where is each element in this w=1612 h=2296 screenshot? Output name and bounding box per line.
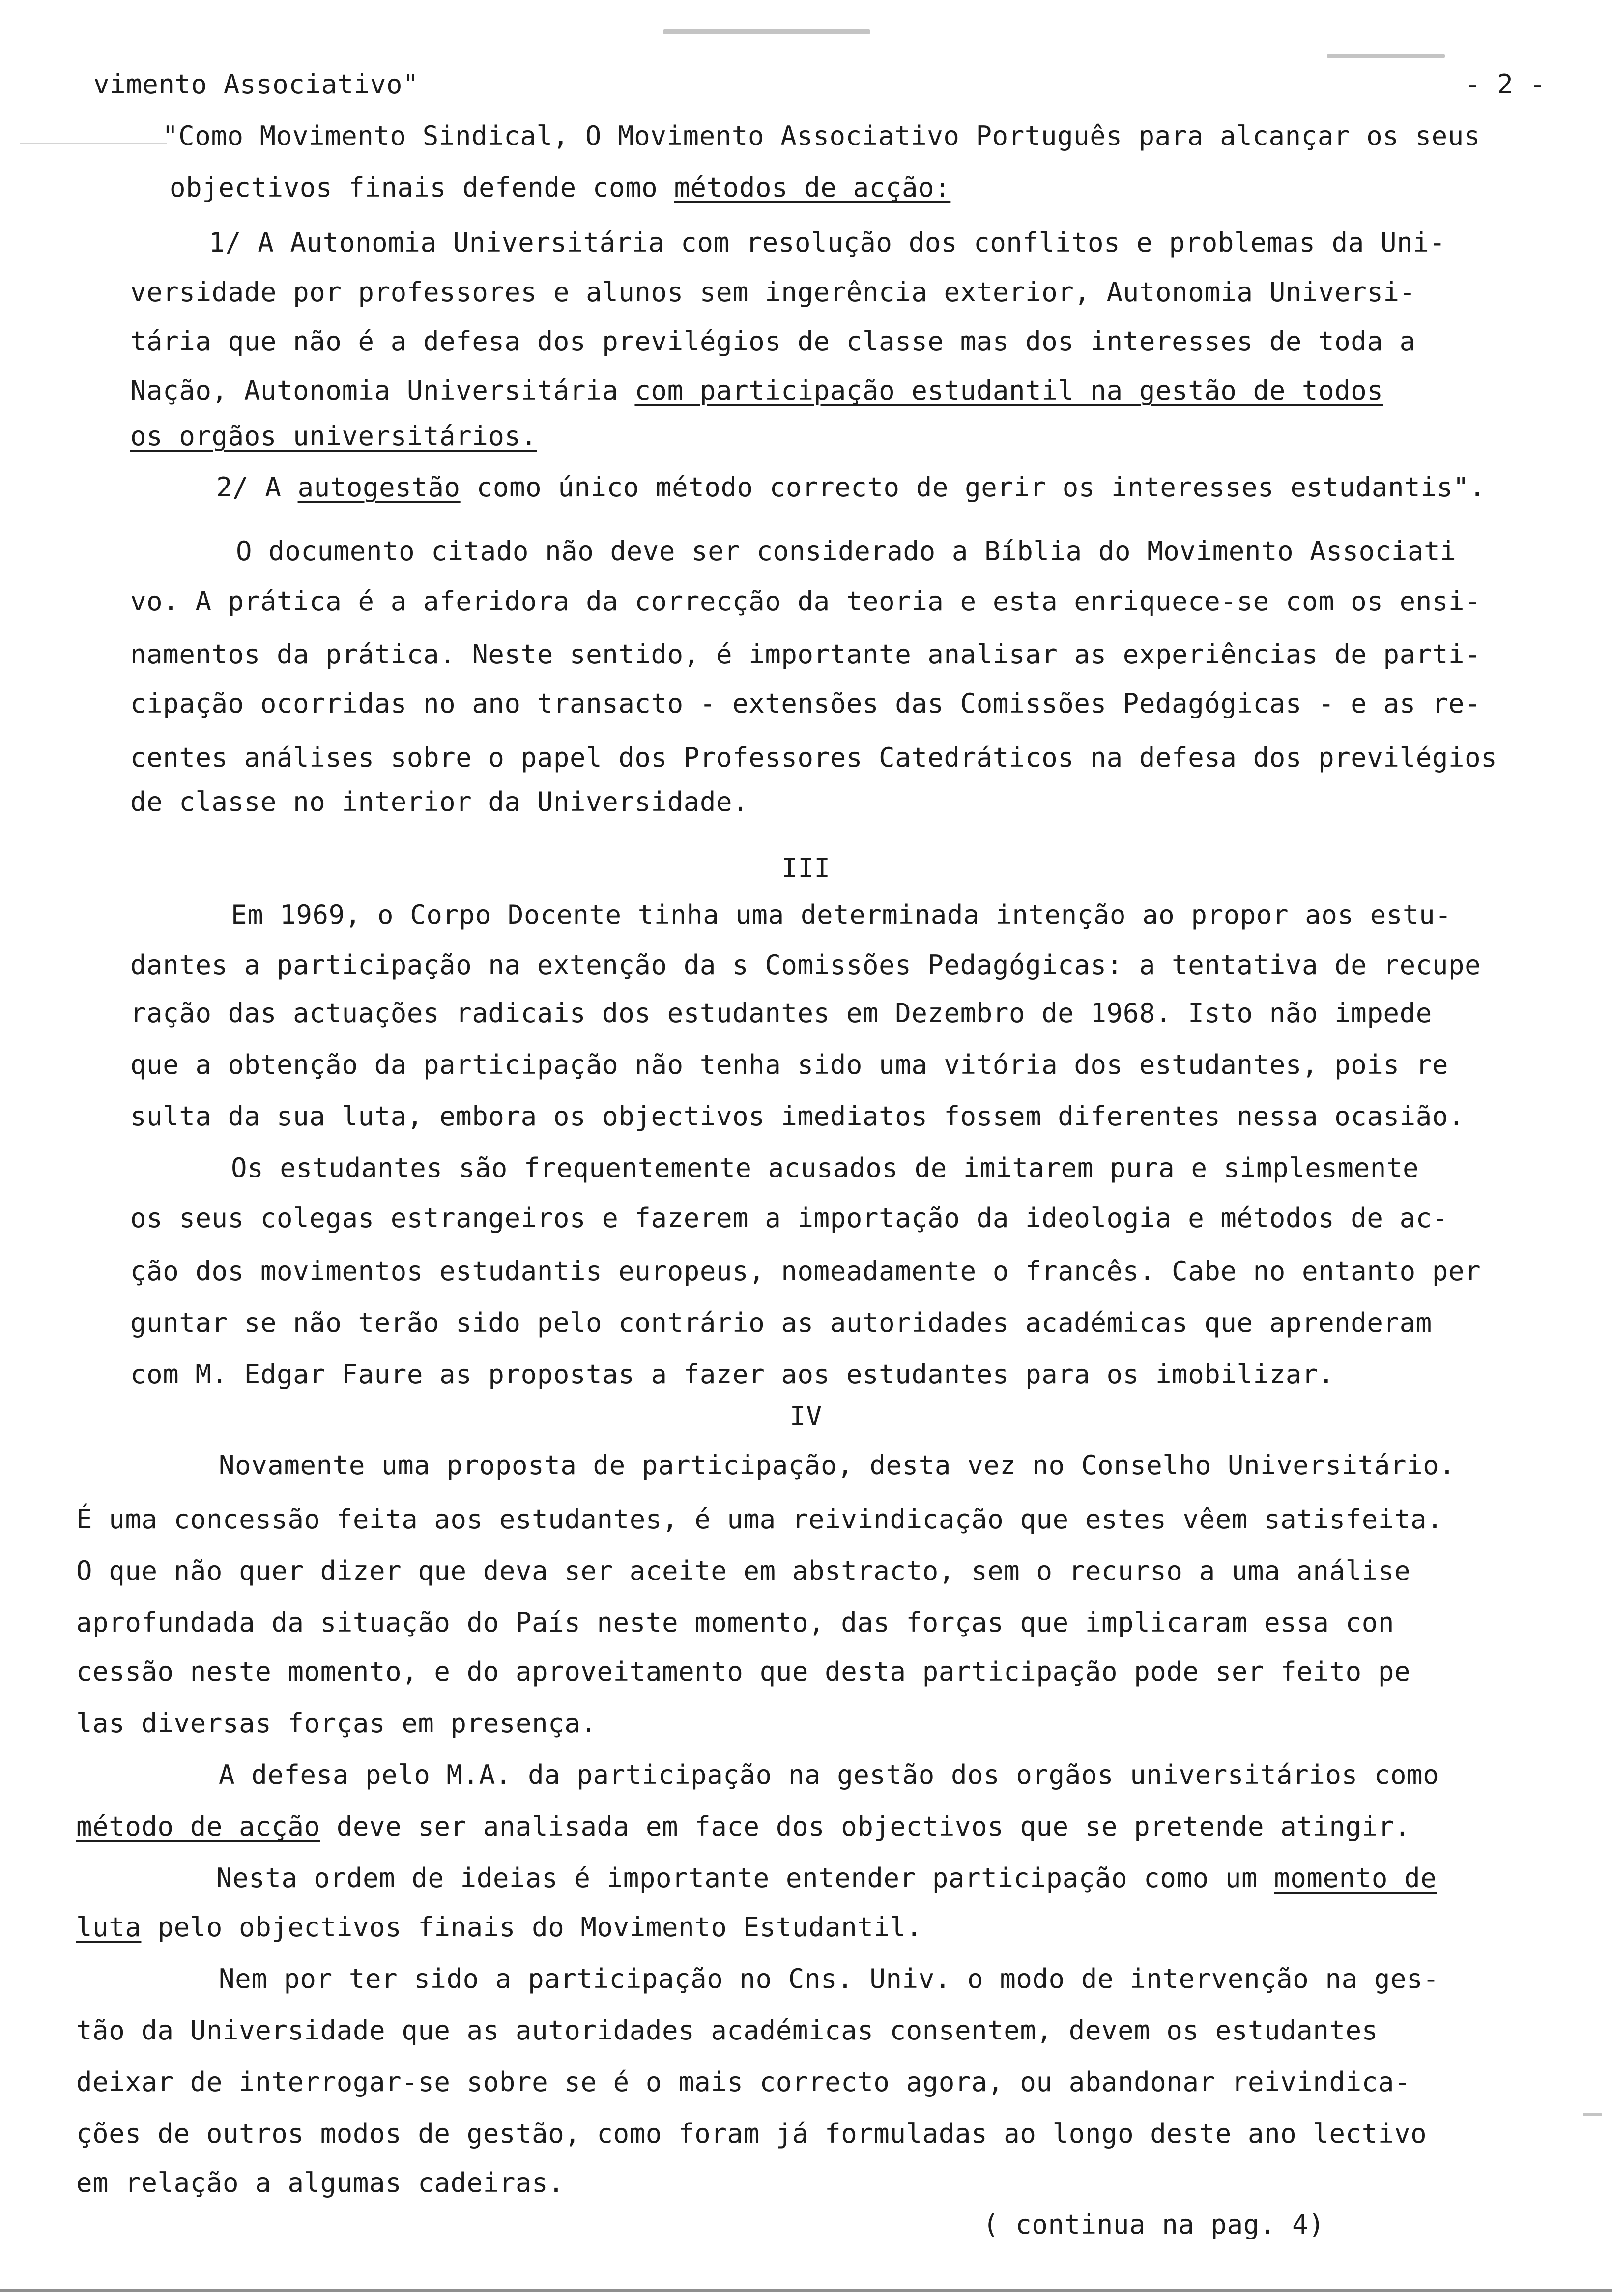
text-line: las diversas forças em presença.	[76, 1708, 597, 1739]
text-line: cessão neste momento, e do aproveitamento que desta participação pode ser feito pe	[76, 1656, 1411, 1687]
scan-mark-right	[1583, 2113, 1602, 2116]
scan-smudge-top	[663, 29, 870, 34]
text-line: dantes a participação na extenção da s Comissões Pedagógicas: a tentativa de recupe	[130, 949, 1481, 980]
underlined-text: método de acção	[76, 1811, 320, 1842]
text-line: ção dos movimentos estudantis europeus, nomeadamente o francês. Cabe no entanto per	[130, 1256, 1481, 1287]
text-line: aprofundada da situação do País neste momento, das forças que implicaram essa con	[76, 1607, 1394, 1638]
page-marker: - 2 -	[1465, 69, 1546, 100]
text-line: Os estudantes são frequentemente acusados de imitarem pura e simplesmente	[231, 1152, 1419, 1183]
text-line: tária que não é a defesa dos previlégios de classe mas dos interesses de toda a	[130, 326, 1416, 357]
text-span: deve ser analisada em face dos objectivos que se pretende atingir.	[320, 1811, 1411, 1842]
underlined-text: métodos de acção:	[674, 172, 951, 203]
text-line: tão da Universidade que as autoridades académicas consentem, devem os estudantes	[76, 2015, 1378, 2046]
scan-smudge-top-right	[1327, 54, 1445, 58]
text-line: guntar se não terão sido pelo contrário as autoridades académicas que aprenderam	[130, 1307, 1432, 1338]
text-line	[130, 375, 1383, 406]
underlined-text: autogestão	[297, 472, 461, 503]
text-line: com M. Edgar Faure as propostas a fazer aos estudantes para os imobilizar.	[130, 1359, 1335, 1390]
text-span: 2/ A	[216, 472, 298, 503]
text-line: centes análises sobre o papel dos Professores Catedráticos na defesa dos previlégios	[130, 742, 1497, 773]
continuation-note: ( continua na pag. 4)	[983, 2209, 1325, 2240]
text-line: que a obtenção da participação não tenha sido uma vitória dos estudantes, pois re	[130, 1049, 1448, 1080]
text-line	[216, 1863, 1437, 1894]
text-line: os seus colegas estrangeiros e fazerem a importação da ideologia e métodos de ac-	[130, 1203, 1448, 1234]
text-line: ração das actuações radicais dos estudantes em Dezembro de 1968. Isto não impede	[130, 998, 1432, 1029]
text-line: A defesa pelo M.A. da participação na gestão dos orgãos universitários como	[219, 1759, 1439, 1790]
text-span: objectivos finais defende como	[170, 172, 674, 203]
underlined-text-line: os orgãos universitários.	[130, 421, 537, 452]
scan-bottom-edge	[0, 2289, 1612, 2292]
text-line: Nem por ter sido a participação no Cns. Univ. o modo de intervenção na ges-	[219, 1963, 1439, 1994]
text-line: O documento citado não deve ser considerado a Bíblia do Movimento Associati	[236, 536, 1457, 567]
scan-streak-left	[20, 143, 167, 144]
text-line: namentos da prática. Neste sentido, é importante analisar as experiências de parti-	[130, 639, 1481, 670]
text-line: deixar de interrogar-se sobre se é o mais correcto agora, ou abandonar reivindica-	[76, 2066, 1411, 2097]
underlined-text: com participação estudantil na gestão de todos	[634, 375, 1383, 406]
text-line: 1/ A Autonomia Universitária com resolução dos conflitos e problemas da Uni-	[209, 227, 1446, 258]
section-heading: III	[781, 853, 831, 884]
text-span: pelo objectivos finais do Movimento Estudantil.	[141, 1912, 922, 1943]
text-span: Nação, Autonomia Universitária	[130, 375, 635, 406]
text-line: vo. A prática é a aferidora da correcção da teoria e esta enriquece-se com os ensi-	[130, 586, 1481, 617]
text-line: "Como Movimento Sindical, O Movimento Associativo Português para alcançar os seus	[162, 120, 1480, 151]
text-line: Novamente uma proposta de participação, desta vez no Conselho Universitário.	[219, 1450, 1456, 1481]
underlined-text: luta	[76, 1912, 142, 1943]
text-span: como único método correcto de gerir os interesses estudantis".	[460, 472, 1486, 503]
underlined-text: momento de	[1274, 1863, 1437, 1894]
text-line: ções de outros modos de gestão, como foram já formuladas ao longo deste ano lectivo	[76, 2118, 1427, 2149]
text-line: O que não quer dizer que deva ser aceite em abstracto, sem o recurso a uma análise	[76, 1555, 1411, 1586]
text-line: em relação a algumas cadeiras.	[76, 2167, 565, 2198]
text-span: Nesta ordem de ideias é importante entender participação como um	[216, 1863, 1274, 1894]
running-title: vimento Associativo"	[93, 69, 419, 100]
text-line: de classe no interior da Universidade.	[130, 786, 749, 817]
text-line	[170, 172, 950, 203]
text-line	[76, 1811, 1410, 1842]
text-line: Em 1969, o Corpo Docente tinha uma determinada intenção ao propor aos estu-	[231, 899, 1452, 930]
text-line: sulta da sua luta, embora os objectivos imediatos fossem diferentes nessa ocasião.	[130, 1101, 1465, 1132]
section-heading: IV	[789, 1401, 823, 1432]
text-line	[76, 1912, 922, 1943]
text-line: cipação ocorridas no ano transacto - extensões das Comissões Pedagógicas - e as re-	[130, 688, 1481, 719]
text-line: versidade por professores e alunos sem ingerência exterior, Autonomia Universi-	[130, 277, 1416, 308]
text-line	[216, 472, 1486, 503]
text-line: É uma concessão feita aos estudantes, é uma reivindicação que estes vêem satisfeita.	[76, 1504, 1443, 1535]
